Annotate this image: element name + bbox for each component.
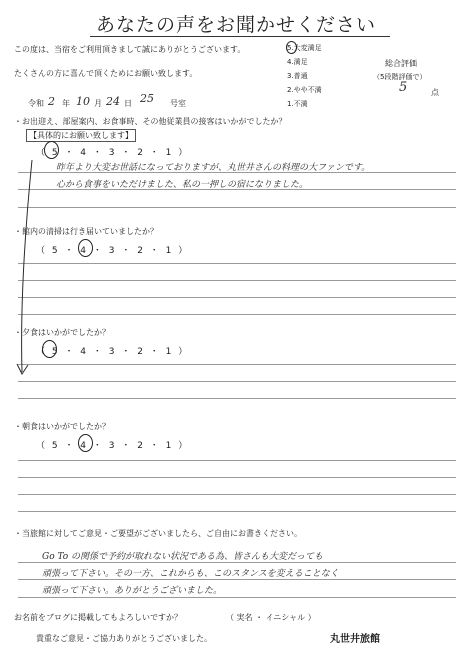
- rating-cleaning: （ 5 ・ 4 ・ 3 ・ 2 ・ 1 ）: [36, 246, 190, 256]
- intro-line-2: たくさんの方に喜んで頂くためにお願い致します。: [14, 69, 198, 78]
- page-title: あなたの声をお聞かせください: [96, 14, 377, 36]
- question-service: ・お出迎え、部屋案内、お食事時、その他従業員の接客はいかがでしたか？: [14, 117, 287, 126]
- rating-dinner: （ 5 ・ 4 ・ 3 ・ 2 ・ 1 ）: [36, 347, 190, 357]
- question-breakfast: ・朝食はいかがでしたか？: [14, 422, 110, 431]
- overall-score: 5: [399, 80, 408, 95]
- rating-service: （ 5 ・ 4 ・ 3 ・ 2 ・ 1 ）: [36, 148, 190, 158]
- thanks-text: 貴重なご意見・ご協力ありがとうございました。: [36, 634, 212, 643]
- question-dinner: ・夕食はいかがでしたか？: [14, 328, 110, 337]
- inn-signature: 丸世井旅館: [330, 634, 380, 645]
- stay-year-unit: 年: [62, 99, 70, 108]
- question-comments: ・当旅館に対してご意見・ご要望がございましたら、ご自由にお書きください。: [14, 529, 302, 538]
- rating-breakfast: （ 5 ・ 4 ・ 3 ・ 2 ・ 1 ）: [36, 441, 190, 451]
- scale-item-5: 5.大変満足: [287, 44, 322, 52]
- stay-day: 24: [106, 95, 120, 108]
- blog-options: （ 実名 ・ イニシャル ）: [226, 613, 316, 622]
- comment-line-3: 頑張って下さい。ありがとうございました。: [42, 586, 223, 596]
- blog-question: お名前をブログに掲載してもよろしいですか？: [14, 613, 182, 622]
- scale-item-4: 4.満足: [287, 58, 308, 66]
- overall-label: 総合評価: [385, 59, 417, 68]
- detail-label: 【具体的にお願い致します】: [26, 129, 136, 142]
- stay-room-unit: 号室: [170, 99, 186, 108]
- stay-month: 10: [76, 95, 90, 108]
- comment-line-1: Go To の関係で予約が取れない状況である為、皆さんも大変だっても: [42, 552, 324, 562]
- scale-item-1: 1.不満: [287, 100, 308, 108]
- scale-item-3: 3.普通: [287, 72, 308, 80]
- overall-unit: 点: [431, 88, 439, 97]
- scale-item-2: 2.やや不満: [287, 86, 322, 94]
- stay-year: 2: [48, 95, 55, 108]
- comment-line-2: 頑張って下さい。その一方、これからも、このスタンスを変えることなく: [42, 569, 339, 579]
- stay-era: 令和: [28, 99, 44, 108]
- stay-month-unit: 月: [94, 99, 102, 108]
- stay-room: 25: [140, 92, 154, 105]
- intro-line-1: この度は、当宿をご利用頂きまして誠にありがとうございます。: [14, 45, 246, 54]
- answer-service-line-1: 昨年より大変お世話になっておりますが、丸世井さんの料理の大ファンです。: [56, 163, 371, 173]
- overall-sublabel: （5段階評価で）: [373, 73, 427, 81]
- answer-service-line-2: 心から食事をいただけました、私の一押しの宿になりました。: [56, 180, 309, 190]
- stay-day-unit: 日: [124, 99, 132, 108]
- question-cleaning: ・館内の清掃は行き届いていましたか？: [14, 227, 158, 236]
